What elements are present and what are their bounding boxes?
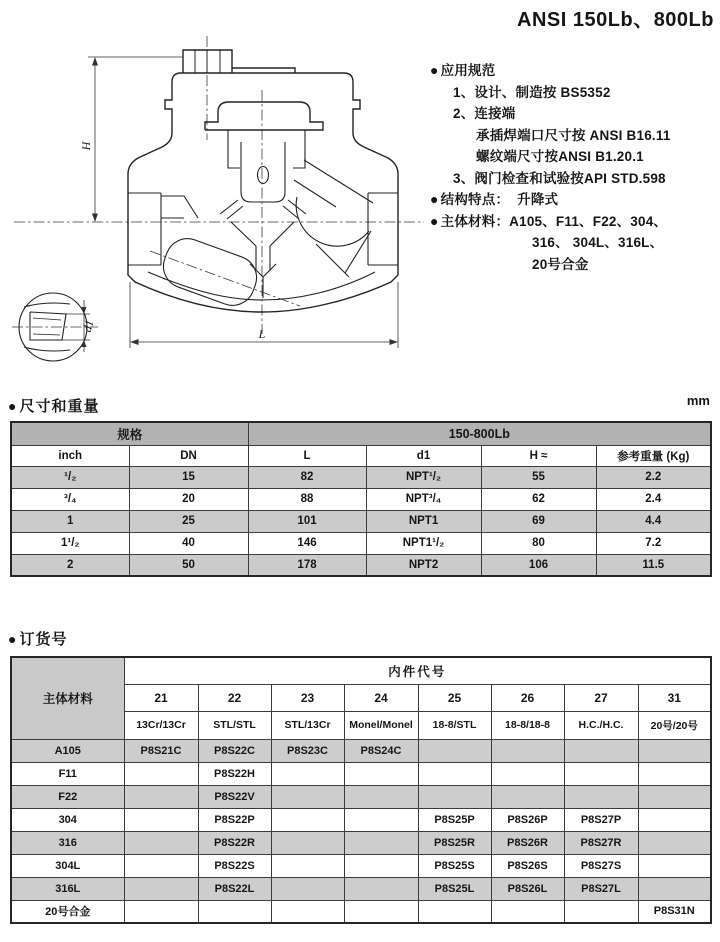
order-code-cell (638, 831, 711, 854)
table-row (11, 466, 711, 488)
order-code-cell (124, 900, 198, 923)
order-code-cell (124, 877, 198, 900)
order-code-cell (124, 808, 198, 831)
column-header: DN (129, 445, 248, 466)
cell-h: 62 (481, 488, 596, 510)
order-code-cell: P8S26P (491, 808, 564, 831)
cell-inch: 2 (11, 554, 129, 576)
order-code-cell: P8S22L (198, 877, 271, 900)
order-code-cell (491, 900, 564, 923)
material-cell: 316 (11, 831, 124, 854)
cell-dn: 50 (129, 554, 248, 576)
order-code-cell (344, 762, 418, 785)
trim-group-header: 内件代号 (124, 657, 711, 684)
bullet-icon: ● (430, 62, 439, 78)
specs-section (430, 60, 720, 275)
trim-code-header: 31 (638, 684, 711, 711)
dim-label-d1: d1 (79, 318, 97, 334)
table-row (11, 510, 711, 532)
order-code-cell (564, 762, 638, 785)
dimension-arrows (79, 57, 399, 347)
centerlines (12, 36, 424, 334)
material-cell: 316L (11, 877, 124, 900)
order-code-cell (271, 854, 344, 877)
cell-inch: ³/₄ (11, 488, 129, 510)
feature-label: 结构特点： (440, 192, 510, 207)
order-code-cell (491, 785, 564, 808)
cell-weight: 2.2 (596, 466, 711, 488)
dimensions-heading-text: 尺寸和重量 (19, 398, 100, 415)
bullet-icon: ● (8, 398, 18, 414)
order-code-cell: P8S21C (124, 739, 198, 762)
trim-code-header: 22 (198, 684, 271, 711)
cell-weight: 2.4 (596, 488, 711, 510)
unit-label: mm (686, 393, 710, 408)
cell-weight: 4.4 (596, 510, 711, 532)
order-code-cell: P8S31N (638, 900, 711, 923)
table-row (11, 808, 711, 831)
trim-material-header: STL/STL (198, 711, 271, 739)
feature-value: 升降式 (517, 192, 559, 207)
trim-material-header: Monel/Monel (344, 711, 418, 739)
order-code-cell (344, 831, 418, 854)
materials-list: 316、 304L、316L、 (532, 235, 664, 250)
table-row (11, 422, 711, 445)
order-code-cell (198, 900, 271, 923)
order-code-cell: P8S25R (418, 831, 491, 854)
order-code-cell (124, 854, 198, 877)
trim-material-header: 18-8/STL (418, 711, 491, 739)
trim-material-header: STL/13Cr (271, 711, 344, 739)
order-code-cell: P8S27S (564, 854, 638, 877)
cell-d1: NPT1 (366, 510, 481, 532)
cell-l: 146 (248, 532, 366, 554)
order-code-cell (344, 900, 418, 923)
trim-code-header: 24 (344, 684, 418, 711)
dimension-lines (62, 57, 398, 352)
order-code-cell: P8S26R (491, 831, 564, 854)
order-code-cell: P8S27R (564, 831, 638, 854)
material-cell: 304 (11, 808, 124, 831)
order-code-cell (124, 762, 198, 785)
cell-dn: 15 (129, 466, 248, 488)
trim-material-header: 18-8/18-8 (491, 711, 564, 739)
cell-h: 80 (481, 532, 596, 554)
order-code-cell: P8S25P (418, 808, 491, 831)
cell-h: 55 (481, 466, 596, 488)
order-code-cell: P8S22H (198, 762, 271, 785)
order-heading-text: 订货号 (19, 631, 68, 648)
order-code-cell (638, 877, 711, 900)
table-row (11, 532, 711, 554)
material-cell: A105 (11, 739, 124, 762)
bullet-icon: ● (430, 212, 439, 229)
materials-list: A105、F11、F22、304、 (509, 213, 668, 229)
trim-code-header: 26 (491, 684, 564, 711)
order-code-cell (271, 785, 344, 808)
dimensions-table (10, 421, 712, 577)
table-row (11, 900, 711, 923)
column-header: inch (11, 445, 129, 466)
order-code-cell (344, 877, 418, 900)
table-row (11, 877, 711, 900)
order-code-cell (271, 900, 344, 923)
order-code-cell (418, 762, 491, 785)
table-row (11, 554, 711, 576)
order-code-cell: P8S24C (344, 739, 418, 762)
cell-dn: 25 (129, 510, 248, 532)
material-cell: 304L (11, 854, 124, 877)
table-row (11, 657, 711, 684)
cell-d1: NPT1¹/₂ (366, 532, 481, 554)
dim-label-H: H (79, 141, 93, 151)
valve-internals (128, 130, 398, 312)
order-code-cell (344, 854, 418, 877)
cell-l: 88 (248, 488, 366, 510)
order-code-cell (564, 900, 638, 923)
trim-material-header: H.C./H.C. (564, 711, 638, 739)
order-code-cell (124, 785, 198, 808)
cell-weight: 7.2 (596, 532, 711, 554)
bullet-icon: ● (8, 631, 18, 647)
cell-inch: 1¹/₂ (11, 532, 129, 554)
spec-item: 螺纹端尺寸按ANSI B1.20.1 (476, 149, 644, 164)
order-code-cell: P8S27P (564, 808, 638, 831)
spec-item: 承插焊端口尺寸按 ANSI B16.11 (476, 127, 671, 143)
order-code-cell (344, 808, 418, 831)
cell-weight: 11.5 (596, 554, 711, 576)
cell-d1: NPT³/₄ (366, 488, 481, 510)
order-code-cell (638, 762, 711, 785)
order-code-cell: P8S25S (418, 854, 491, 877)
order-code-cell: P8S22C (198, 739, 271, 762)
column-header: 参考重量 (Kg) (596, 445, 711, 466)
order-code-cell: P8S22S (198, 854, 271, 877)
feature-line (430, 189, 720, 211)
cell-h: 69 (481, 510, 596, 532)
order-code-cell (344, 785, 418, 808)
order-codes-table (10, 656, 712, 924)
order-code-cell (271, 831, 344, 854)
table-row (11, 488, 711, 510)
order-code-cell (638, 739, 711, 762)
cell-dn: 40 (129, 532, 248, 554)
materials-line (430, 211, 720, 233)
order-code-cell: P8S26L (491, 877, 564, 900)
order-code-cell (638, 808, 711, 831)
order-code-cell: P8S22R (198, 831, 271, 854)
valve-body-outline (128, 50, 398, 312)
page-title: ANSI 150Lb、800Lb (517, 9, 714, 31)
table-row (11, 762, 711, 785)
order-code-cell (418, 785, 491, 808)
group-header-spec: 规格 (11, 422, 248, 445)
order-code-cell: P8S26S (491, 854, 564, 877)
trim-code-header: 23 (271, 684, 344, 711)
trim-material-header: 20号/20号 (638, 711, 711, 739)
trim-material-header: 13Cr/13Cr (124, 711, 198, 739)
material-cell: F22 (11, 785, 124, 808)
order-code-cell (418, 900, 491, 923)
materials-list: 20号合金 (532, 256, 589, 272)
order-code-cell (638, 854, 711, 877)
specs-heading-line (430, 60, 720, 82)
trim-code-header: 27 (564, 684, 638, 711)
table-row (11, 785, 711, 808)
column-header: H ≈ (481, 445, 596, 466)
order-code-cell: P8S23C (271, 739, 344, 762)
order-code-cell: P8S22P (198, 808, 271, 831)
order-code-cell: P8S25L (418, 877, 491, 900)
order-code-cell (491, 739, 564, 762)
cell-l: 82 (248, 466, 366, 488)
cell-d1: NPT¹/₂ (366, 466, 481, 488)
table-row (11, 854, 711, 877)
specs-heading: 应用规范 (440, 63, 496, 78)
column-header: L (248, 445, 366, 466)
spec-item: 2、连接端 (453, 106, 516, 121)
order-code-cell (564, 739, 638, 762)
order-code-cell (418, 739, 491, 762)
table-row (11, 445, 711, 466)
order-code-cell: P8S27L (564, 877, 638, 900)
cell-h: 106 (481, 554, 596, 576)
bullet-icon: ● (430, 191, 439, 207)
order-code-cell (271, 808, 344, 831)
spec-item: 3、阀门检查和试验按API STD.598 (453, 170, 666, 186)
trim-code-header: 25 (418, 684, 491, 711)
material-column-header: 主体材料 (11, 657, 124, 739)
table-row (11, 831, 711, 854)
order-code-cell (124, 831, 198, 854)
dimensions-section-heading (8, 395, 99, 416)
order-section-heading (8, 628, 67, 649)
materials-label: 主体材料： (440, 213, 510, 229)
cell-d1: NPT2 (366, 554, 481, 576)
column-header: d1 (366, 445, 481, 466)
cell-l: 178 (248, 554, 366, 576)
dim-label-L: L (258, 327, 266, 341)
table-row (11, 739, 711, 762)
cell-dn: 20 (129, 488, 248, 510)
cell-inch: 1 (11, 510, 129, 532)
trim-code-header: 21 (124, 684, 198, 711)
order-code-cell (491, 762, 564, 785)
spec-item: 1、设计、制造按 BS5352 (453, 84, 611, 100)
cell-inch: ¹/₂ (11, 466, 129, 488)
order-code-cell (271, 877, 344, 900)
material-cell: F11 (11, 762, 124, 785)
order-code-cell (271, 762, 344, 785)
cell-l: 101 (248, 510, 366, 532)
valve-section-drawing (0, 30, 430, 382)
group-header-class: 150-800Lb (248, 422, 711, 445)
order-code-cell: P8S22V (198, 785, 271, 808)
material-cell: 20号合金 (11, 900, 124, 923)
order-code-cell (638, 785, 711, 808)
order-code-cell (564, 785, 638, 808)
